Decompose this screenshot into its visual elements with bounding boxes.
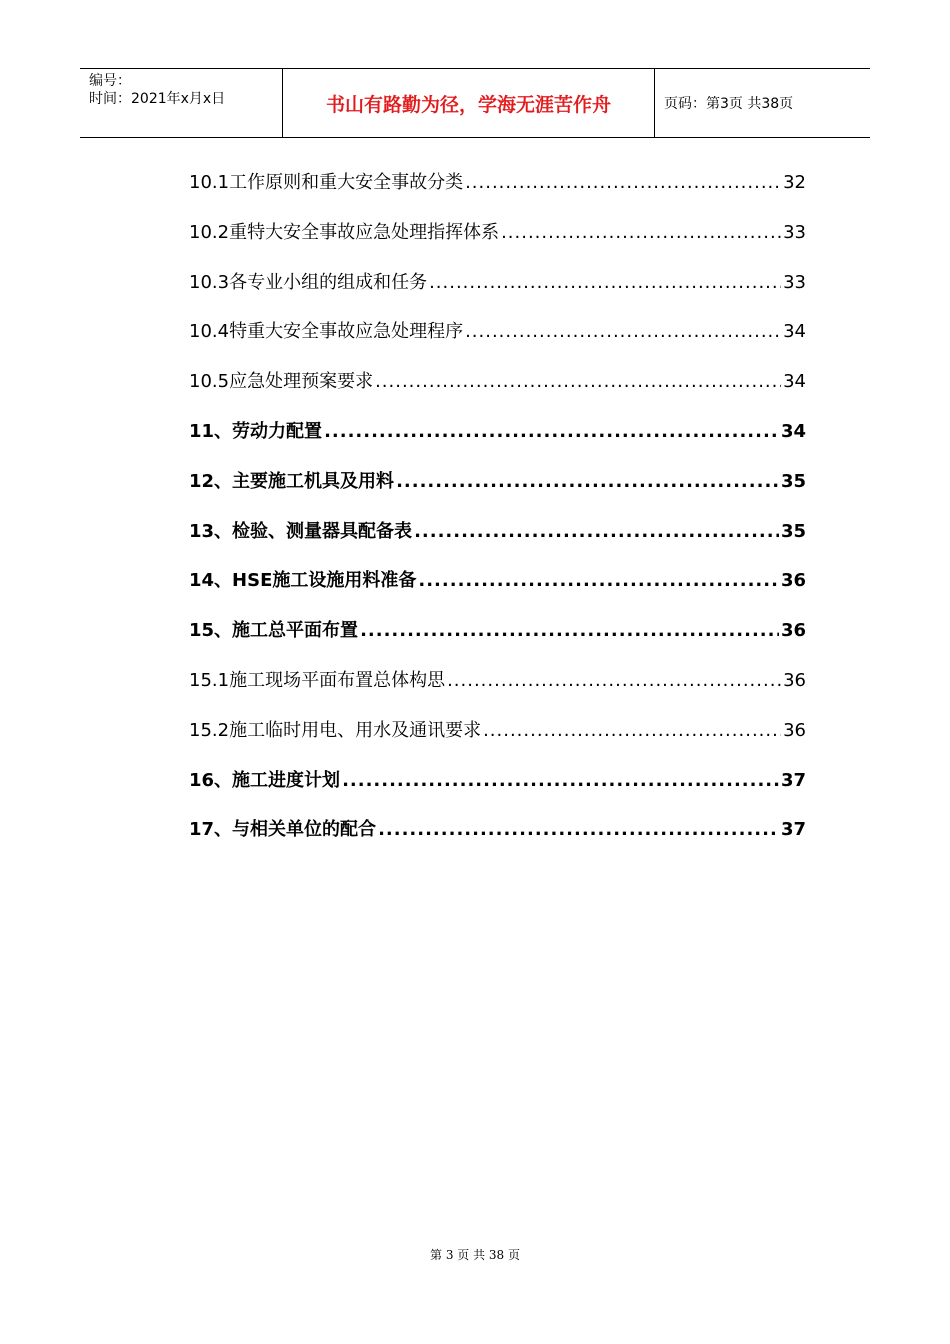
- toc-entry-title: 15、施工总平面布置: [189, 620, 359, 642]
- toc-entry-title: 12、主要施工机具及用料: [189, 470, 395, 492]
- toc-entry-title: 10.4特重大安全事故应急处理程序: [189, 321, 464, 343]
- toc-dot-leader: [501, 222, 781, 243]
- toc-entry-title: 10.5应急处理预案要求: [189, 371, 374, 393]
- toc-dot-leader: [465, 172, 781, 193]
- toc-dot-leader: [375, 371, 781, 392]
- toc-entry[interactable]: [189, 317, 806, 367]
- toc-entry[interactable]: [189, 815, 806, 865]
- toc-entry-title: 10.2重特大安全事故应急处理指挥体系: [189, 221, 500, 243]
- toc-entry[interactable]: [189, 268, 806, 318]
- toc-entry-title: 16、施工进度计划: [189, 769, 341, 791]
- toc-entry-page: 37: [780, 819, 806, 841]
- toc-entry[interactable]: [189, 766, 806, 816]
- page-header: [80, 68, 870, 138]
- toc-entry-page: 32: [783, 172, 806, 193]
- toc-entry-page: 36: [783, 719, 806, 741]
- toc-entry-title: 14、HSE施工设施用料准备: [189, 570, 417, 592]
- toc-entry-page: 37: [780, 769, 806, 791]
- toc-entry-page: 34: [783, 321, 806, 343]
- toc-dot-leader: [418, 570, 779, 591]
- toc-entry-page: 34: [783, 371, 806, 393]
- toc-dot-leader: [447, 670, 781, 691]
- toc-entry-page: 33: [783, 221, 806, 243]
- toc-entry[interactable]: [189, 168, 806, 218]
- toc-entry[interactable]: [189, 616, 806, 666]
- toc-entry-page: 35: [780, 520, 806, 542]
- header-page-info: 页码：第3页 共38页: [664, 96, 794, 112]
- page-footer: 第 3 页 共 38 页: [430, 1248, 520, 1262]
- toc-entry-page: 33: [783, 271, 806, 293]
- toc-dot-leader: [324, 421, 779, 442]
- toc-entry-page: 36: [780, 620, 806, 642]
- toc-entry-title: 11、劳动力配置: [189, 420, 323, 442]
- table-of-contents: [189, 168, 806, 865]
- toc-entry[interactable]: [189, 716, 806, 766]
- toc-entry-page: 34: [780, 420, 806, 442]
- toc-entry[interactable]: [189, 218, 806, 268]
- toc-entry-title: 10.1工作原则和重大安全事故分类: [189, 172, 464, 193]
- header-meta: [80, 69, 282, 137]
- toc-dot-leader: [342, 770, 779, 791]
- toc-entry[interactable]: [189, 666, 806, 716]
- header-motto: 书山有路勤为径，学海无涯苦作舟: [282, 69, 655, 137]
- toc-dot-leader: [396, 471, 779, 492]
- toc-entry-page: 35: [780, 470, 806, 492]
- toc-entry-title: 15.1施工现场平面布置总体构思: [189, 669, 446, 691]
- toc-entry[interactable]: [189, 467, 806, 517]
- toc-entry-title: 10.3各专业小组的组成和任务: [189, 271, 428, 293]
- toc-dot-leader: [483, 720, 781, 741]
- toc-entry[interactable]: [189, 417, 806, 467]
- toc-dot-leader: [429, 272, 781, 293]
- document-number-label: 编号：: [89, 73, 131, 89]
- toc-dot-leader: [378, 819, 779, 840]
- toc-entry[interactable]: [189, 517, 806, 567]
- toc-dot-leader: [414, 521, 779, 542]
- toc-entry-title: 17、与相关单位的配合: [189, 819, 377, 841]
- document-date: 时间：2021年x月x日: [89, 91, 226, 107]
- toc-entry-title: 13、检验、测量器具配备表: [189, 520, 413, 542]
- toc-entry-title: 15.2施工临时用电、用水及通讯要求: [189, 719, 482, 741]
- toc-dot-leader: [465, 321, 781, 342]
- toc-entry-page: 36: [783, 669, 806, 691]
- toc-entry[interactable]: [189, 566, 806, 616]
- toc-entry[interactable]: [189, 367, 806, 417]
- toc-dot-leader: [360, 620, 779, 641]
- toc-entry-page: 36: [780, 570, 806, 592]
